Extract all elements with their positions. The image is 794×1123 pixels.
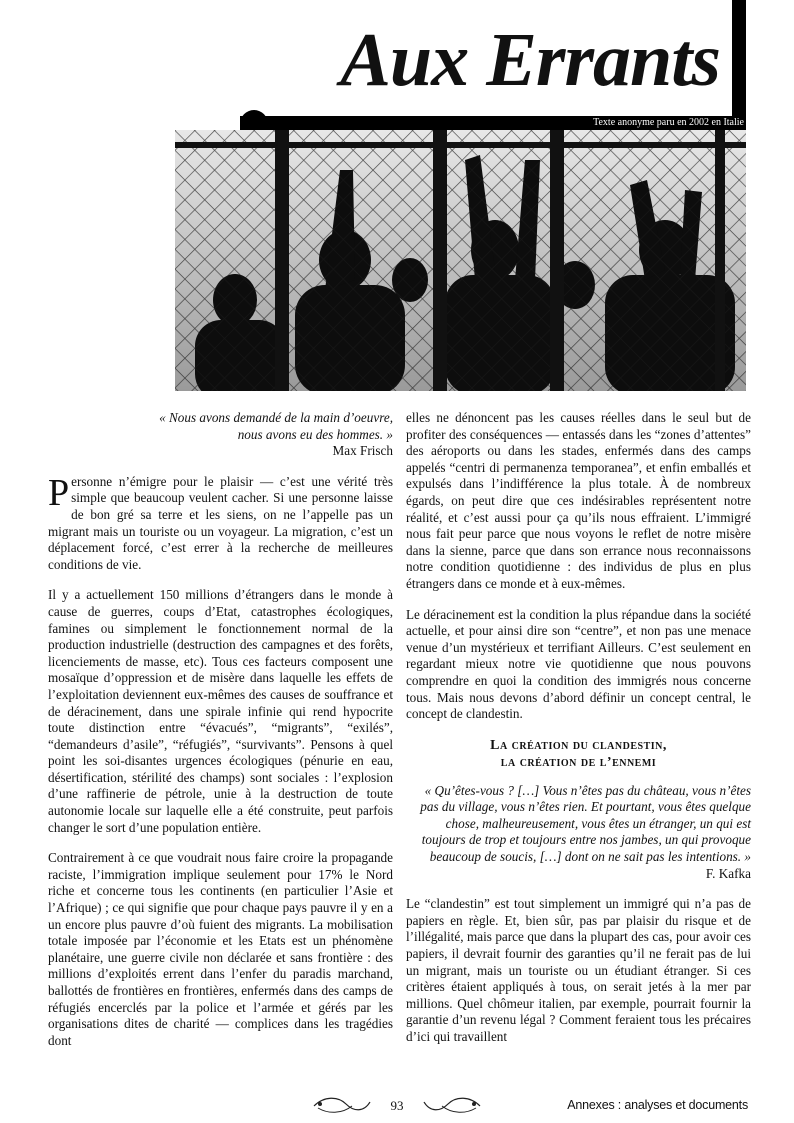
paragraph <box>48 471 393 574</box>
epigraph <box>48 410 393 460</box>
paragraph: Contrairement à ce que voudrait nous faire croire la propagande raciste, l’immigration implique seulement pour 17% le Nord riche et concerne tous les continents (en particulier l’Asie et l’Afrique) ; ce qui signifie que pour chaque pays pauvre il y en a un encore plus pauvre d’où fuient des migrants. La mobilisation totale imposée par l’économie et les Etats est un phénomène planétaire, une guerre civile non déclarée et sans frontière : des millions d’exploités errent dans l’enfer du paradis marchand, ballottés de frontières en frontières, enfermés dans des camps de réfugiés encerclés par la police et l’armée et gérés par les organisations dites de charité — complices dans les tragédies dont <box>48 850 393 1048</box>
epigraph-line: nous avons eu des hommes. » <box>237 426 393 442</box>
paragraph: Le “clandestin” est tout simplement un immigré qui n’a pas de papiers en règle. Et, bien sûr, pas par plaisir du risque et de l’illégalité, mais parce que dans la plupart des cas, pour avoir ces papiers, il devrait fournir des garanties qu’il ne ferait pas de lui un migrant, mais un touriste ou un étudiant étranger. Si ces critères étaient appliqués à tous, on serait jetés à la mer par millions. Quel chômeur italien, par exemple, pourrait fournir la garantie d’un revenu légal ? Comment feraient tous les précaires d’ici qui travaillent <box>406 896 751 1044</box>
page-footer <box>0 1090 794 1120</box>
epigraph-line: « Nous avons demandé de la main d’oeuvre, <box>159 410 393 425</box>
header-vertical-bar <box>732 0 746 120</box>
epigraph-author: Max Frisch <box>332 443 393 459</box>
left-column <box>48 410 393 1063</box>
quote-text: « Qu’êtes-vous ? […] Vous n’êtes pas du château, vous n’êtes pas du village, vous n’êtes rien. Et pourtant, vous êtes quelque chose, malheureusement, vous êtes un étranger, un qui est toujours de trop et toujours entre nos jambes, un qui provoque beaucoup de soucis, […] dont on ne sait pas les intentions. » <box>420 782 751 865</box>
right-column <box>406 410 751 1060</box>
flourish-right-icon <box>422 1094 482 1116</box>
subtitle: Texte anonyme paru en 2002 en Italie <box>593 117 744 128</box>
section-heading-line: la création de l’ennemi <box>500 754 657 770</box>
section-heading <box>406 737 751 771</box>
flourish-left-icon <box>312 1094 372 1116</box>
paragraph: Le déracinement est la condition la plus répandue dans la société actuelle, et pour ainsi dire son “centre”, et non pas une menace venue d’un mystérieux et terrifiant Ailleurs. C’est seulement en regardant mieux notre vie quotidienne que nous pouvons comprendre en quoi la condition des immigrés nous concerne tous. Mais nous devons d’abord définir un concept central, le concept de clandestin. <box>406 606 751 722</box>
quote-author: F. Kafka <box>705 865 751 881</box>
paragraph: elles ne dénoncent pas les causes réelles dans le seul but de profiter des conséquences — entassés dans les “zones d’attentes” des aéroports ou dans les stades, enfermés dans des camps appelés “centri di permanenza temporanea”, et enfin emballés et expulsés dans l’indifférence la plus totale. À de nombreux égards, on peut dire que ces indésirables représentent notre réalité, et c’est aussi pour ça qu’ils nous effraient. L’immigré nous fait peur parce que nous voyons le reflet de notre misère dans la sienne, parce que dans son errance nous reconnaissons notre condition quotidienne : des individus de plus en plus étrangers dans ce monde et à eux-mêmes. <box>406 410 751 591</box>
paragraph-text: ersonne n’émigre pour le plaisir — c’est une vérité très simple que beaucoup veulent cacher. Si une personne laisse de bon gré sa terre et les siens, on ne l’appelle pas un migrant mais un touriste ou un voyageur. La migration, c’est un déplacement forcé, c’est errer à la recherche de meilleures conditions de vie. <box>48 473 393 572</box>
photo-migrants-behind-fence <box>175 130 746 391</box>
page-title: Aux Errants <box>340 18 720 102</box>
page-number: 93 <box>390 1098 404 1113</box>
kafka-quote <box>406 783 751 883</box>
running-head: Annexes : analyses et documents <box>567 1098 748 1112</box>
paragraph: Il y a actuellement 150 millions d’étrangers dans le monde à cause de guerres, coups d’Etat, catastrophes écologiques, famines ou simplement le fonctionnement normal de la production industrielle (destruction des campagnes et des forêts, licenciements de masse, etc). Tous ces facteurs composent une mosaïque d’oppression et de misère dans laquelle les effets de l’exploitation deviennent eux-mêmes des causes de souffrance et de déracinement, dans une spirale infinie qui rend hypocrite toute distinction entre “évacués”, “migrants”, “exilés”, “demandeurs d’asile”, “réfugiés”, “survivants”. Pensons à quel point les soi-disantes urgences écologiques (pénurie en eau, désertification, stérilité des champs) sont sociales : l’explosion d’une raffinerie de pétrole, unie à la destruction de toute autonomie locale sur laquelle elle a été construite, peut parfois changer le sort d’une population entière. <box>48 587 393 835</box>
drop-cap: P <box>48 471 70 514</box>
section-heading-line: La création du clandestin, <box>490 737 667 753</box>
